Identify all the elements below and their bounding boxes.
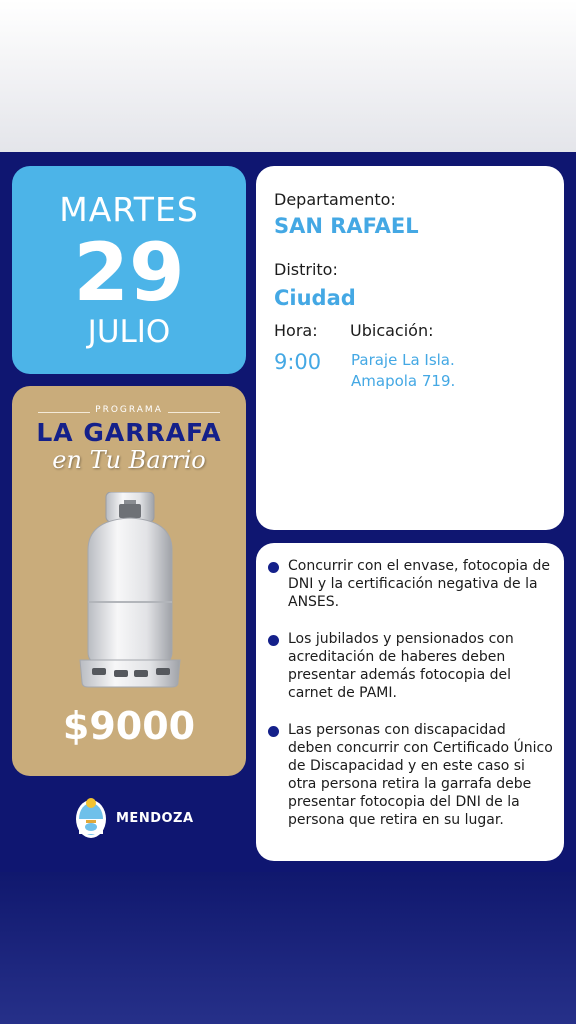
bullet-dot-icon <box>268 635 279 646</box>
ubicacion-line-2: Amapola 719. <box>351 372 456 390</box>
departamento-value: SAN RAFAEL <box>274 214 419 238</box>
distrito-label: Distrito: <box>274 260 338 279</box>
bottom-margin-band <box>0 872 576 1024</box>
date-month: JULIO <box>87 314 171 350</box>
program-label: PROGRAMA <box>95 405 163 415</box>
location-info-card <box>256 166 564 530</box>
ubicacion-line-1: Paraje La Isla. <box>351 351 455 369</box>
price-label: $9000 <box>62 704 196 748</box>
hora-label: Hora: <box>274 321 318 340</box>
brand-name: MENDOZA <box>116 811 194 826</box>
ubicacion-label: Ubicación: <box>350 321 434 340</box>
date-weekday: MARTES <box>59 190 199 229</box>
promo-title: LA GARRAFA <box>36 418 222 447</box>
requirement-text: Las personas con discapacidad deben concurrir con Certificado Único de Discapacidad y en este caso si otra persona retira la garrafa debe presentar fotocopia del DNI de la persona que retira en su lugar. <box>288 722 553 828</box>
bullet-dot-icon <box>268 726 279 737</box>
promo-card <box>12 386 246 776</box>
provincial-shield-icon <box>74 796 108 840</box>
date-card <box>12 166 246 374</box>
hora-value: 9:00 <box>274 350 322 374</box>
requirement-item <box>268 557 554 611</box>
promo-subtitle: en Tu Barrio <box>52 446 206 474</box>
gas-cylinder-icon <box>74 492 186 688</box>
distrito-value: Ciudad <box>274 286 356 310</box>
requirement-item <box>268 721 554 829</box>
requirement-item <box>268 630 554 702</box>
requirements-card <box>256 543 564 861</box>
top-margin-band <box>0 0 576 152</box>
departamento-label: Departamento: <box>274 190 396 209</box>
requirement-text: Concurrir con el envase, fotocopia de DNI y la certificación negativa de la ANSES. <box>288 558 550 610</box>
bullet-dot-icon <box>268 562 279 573</box>
date-day-number: 29 <box>73 226 185 319</box>
requirement-text: Los jubilados y pensionados con acreditación de haberes deben presentar además fotocopia del carnet de PAMI. <box>288 631 514 701</box>
